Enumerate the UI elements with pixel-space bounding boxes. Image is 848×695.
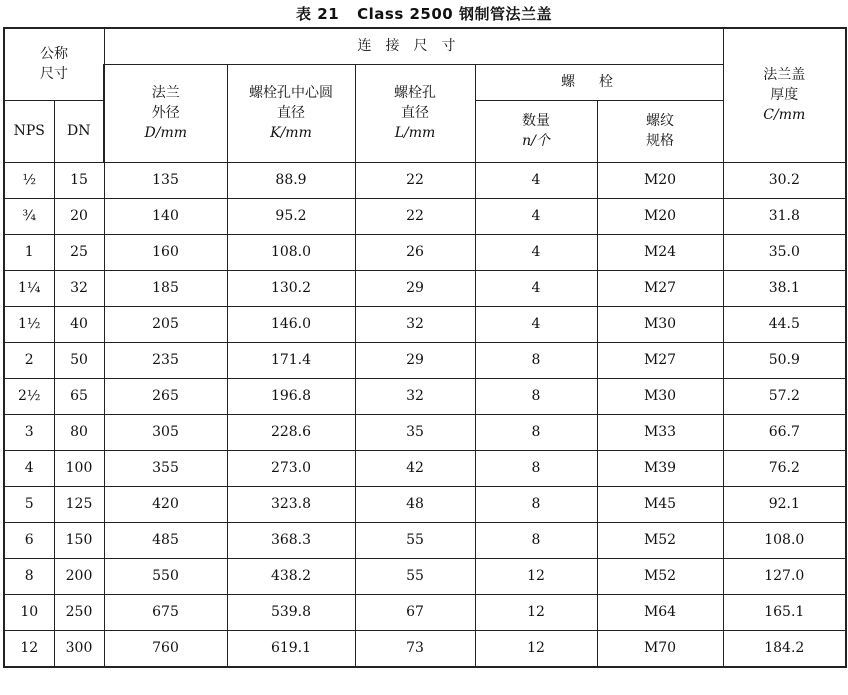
bolt-hole-cell: 32 bbox=[355, 306, 475, 342]
bolt-circle-cell: 438.2 bbox=[227, 558, 355, 594]
bolt-circle-cell: 130.2 bbox=[227, 270, 355, 306]
nps-cell: 3 bbox=[4, 414, 54, 450]
bolt-circle-cell: 88.9 bbox=[227, 162, 355, 198]
bolt-qty-cell: 8 bbox=[475, 486, 597, 522]
table-row bbox=[4, 594, 846, 630]
thread-spec-cell: M20 bbox=[597, 162, 723, 198]
thickness-cell: 35.0 bbox=[723, 234, 846, 270]
bolt-circle-cell: 95.2 bbox=[227, 198, 355, 234]
nps-cell: 6 bbox=[4, 522, 54, 558]
nps-cell: ½ bbox=[4, 162, 54, 198]
flange-od-cell: 205 bbox=[104, 306, 227, 342]
nps-cell: 1 bbox=[4, 234, 54, 270]
bolt-qty-cell: 8 bbox=[475, 378, 597, 414]
bolt-hole-cell: 35 bbox=[355, 414, 475, 450]
flange-od-cell: 675 bbox=[104, 594, 227, 630]
bolt-hole-cell: 22 bbox=[355, 198, 475, 234]
bolt-circle-cell: 539.8 bbox=[227, 594, 355, 630]
table-row bbox=[4, 558, 846, 594]
table-row bbox=[4, 414, 846, 450]
bolt-qty-cell: 8 bbox=[475, 414, 597, 450]
bolt-hole-cell: 73 bbox=[355, 630, 475, 667]
table-number: 表 21 bbox=[296, 5, 340, 23]
nps-cell: 5 bbox=[4, 486, 54, 522]
bolt-hole-cell: 29 bbox=[355, 270, 475, 306]
thickness-cell: 31.8 bbox=[723, 198, 846, 234]
dn-header: DN bbox=[54, 100, 104, 162]
nps-header: NPS bbox=[4, 100, 54, 162]
nps-cell: 1½ bbox=[4, 306, 54, 342]
flange-cover-table bbox=[3, 27, 847, 668]
bolt-circle-header: 螺栓孔中心圆 直径 K/mm bbox=[227, 64, 355, 162]
nps-cell: 4 bbox=[4, 450, 54, 486]
dn-cell: 80 bbox=[54, 414, 104, 450]
bolt-circle-cell: 196.8 bbox=[227, 378, 355, 414]
dn-cell: 32 bbox=[54, 270, 104, 306]
nps-cell: 1¼ bbox=[4, 270, 54, 306]
thread-spec-cell: M45 bbox=[597, 486, 723, 522]
thread-spec-cell: M64 bbox=[597, 594, 723, 630]
bolt-qty-cell: 8 bbox=[475, 450, 597, 486]
flange-od-cell: 420 bbox=[104, 486, 227, 522]
thickness-cell: 92.1 bbox=[723, 486, 846, 522]
table-row bbox=[4, 378, 846, 414]
dn-cell: 25 bbox=[54, 234, 104, 270]
nps-cell: 8 bbox=[4, 558, 54, 594]
bolt-circle-cell: 323.8 bbox=[227, 486, 355, 522]
thread-spec-cell: M27 bbox=[597, 342, 723, 378]
thread-spec-cell: M24 bbox=[597, 234, 723, 270]
dn-cell: 125 bbox=[54, 486, 104, 522]
thickness-cell: 127.0 bbox=[723, 558, 846, 594]
flange-od-cell: 140 bbox=[104, 198, 227, 234]
bolt-hole-cell: 55 bbox=[355, 558, 475, 594]
flange-od-cell: 235 bbox=[104, 342, 227, 378]
flange-od-cell: 265 bbox=[104, 378, 227, 414]
dn-cell: 65 bbox=[54, 378, 104, 414]
thread-spec-cell: M27 bbox=[597, 270, 723, 306]
dn-cell: 200 bbox=[54, 558, 104, 594]
bolt-circle-cell: 228.6 bbox=[227, 414, 355, 450]
bolt-hole-cell: 67 bbox=[355, 594, 475, 630]
bolt-hole-cell: 42 bbox=[355, 450, 475, 486]
dn-cell: 20 bbox=[54, 198, 104, 234]
dn-cell: 150 bbox=[54, 522, 104, 558]
bolt-hole-cell: 55 bbox=[355, 522, 475, 558]
dn-cell: 250 bbox=[54, 594, 104, 630]
table-row bbox=[4, 630, 846, 667]
bolt-circle-cell: 108.0 bbox=[227, 234, 355, 270]
bolt-circle-cell: 619.1 bbox=[227, 630, 355, 667]
table-row bbox=[4, 450, 846, 486]
thread-spec-cell: M33 bbox=[597, 414, 723, 450]
bolt-circle-cell: 368.3 bbox=[227, 522, 355, 558]
thread-spec-cell: M52 bbox=[597, 522, 723, 558]
bolt-qty-cell: 4 bbox=[475, 306, 597, 342]
bolt-qty-cell: 4 bbox=[475, 270, 597, 306]
table-row bbox=[4, 486, 846, 522]
table-row bbox=[4, 342, 846, 378]
bolt-qty-cell: 8 bbox=[475, 522, 597, 558]
thickness-cell: 44.5 bbox=[723, 306, 846, 342]
nps-cell: 2 bbox=[4, 342, 54, 378]
thickness-cell: 30.2 bbox=[723, 162, 846, 198]
dn-cell: 300 bbox=[54, 630, 104, 667]
thread-spec-cell: M30 bbox=[597, 306, 723, 342]
bolt-hole-cell: 29 bbox=[355, 342, 475, 378]
thickness-cell: 76.2 bbox=[723, 450, 846, 486]
connection-dims-header: 连接尺寸 bbox=[104, 28, 723, 64]
dn-cell: 40 bbox=[54, 306, 104, 342]
bolt-qty-cell: 4 bbox=[475, 198, 597, 234]
flange-od-cell: 760 bbox=[104, 630, 227, 667]
dn-cell: 15 bbox=[54, 162, 104, 198]
dn-cell: 100 bbox=[54, 450, 104, 486]
bolt-hole-cell: 48 bbox=[355, 486, 475, 522]
table-row bbox=[4, 162, 846, 198]
thickness-cell: 184.2 bbox=[723, 630, 846, 667]
bolt-qty-cell: 4 bbox=[475, 162, 597, 198]
thread-spec-header: 螺纹 规格 bbox=[597, 100, 723, 162]
bolts-header: 螺栓 bbox=[475, 64, 723, 100]
bolt-qty-cell: 12 bbox=[475, 594, 597, 630]
thread-spec-cell: M30 bbox=[597, 378, 723, 414]
flange-od-cell: 135 bbox=[104, 162, 227, 198]
bolt-hole-cell: 26 bbox=[355, 234, 475, 270]
flange-od-cell: 485 bbox=[104, 522, 227, 558]
nps-cell: ¾ bbox=[4, 198, 54, 234]
flange-od-cell: 305 bbox=[104, 414, 227, 450]
thickness-cell: 108.0 bbox=[723, 522, 846, 558]
nps-cell: 10 bbox=[4, 594, 54, 630]
flange-od-cell: 550 bbox=[104, 558, 227, 594]
thread-spec-cell: M39 bbox=[597, 450, 723, 486]
bolt-qty-cell: 12 bbox=[475, 630, 597, 667]
thickness-header: 法兰盖 厚度 C/mm bbox=[723, 28, 846, 162]
bolt-qty-cell: 12 bbox=[475, 558, 597, 594]
thickness-cell: 57.2 bbox=[723, 378, 846, 414]
bolt-circle-cell: 273.0 bbox=[227, 450, 355, 486]
thread-spec-cell: M70 bbox=[597, 630, 723, 667]
flange-od-header: 法兰 外径 D/mm bbox=[104, 64, 227, 162]
flange-od-cell: 355 bbox=[104, 450, 227, 486]
bolt-hole-cell: 22 bbox=[355, 162, 475, 198]
thickness-cell: 165.1 bbox=[723, 594, 846, 630]
table-row bbox=[4, 270, 846, 306]
thickness-cell: 50.9 bbox=[723, 342, 846, 378]
bolt-hole-cell: 32 bbox=[355, 378, 475, 414]
dn-cell: 50 bbox=[54, 342, 104, 378]
thickness-cell: 66.7 bbox=[723, 414, 846, 450]
flange-od-cell: 160 bbox=[104, 234, 227, 270]
nps-cell: 2½ bbox=[4, 378, 54, 414]
table-row bbox=[4, 198, 846, 234]
bolt-hole-header: 螺栓孔 直径 L/mm bbox=[355, 64, 475, 162]
bolt-qty-cell: 8 bbox=[475, 342, 597, 378]
thread-spec-cell: M52 bbox=[597, 558, 723, 594]
bolt-qty-header: 数量 n/个 bbox=[475, 100, 597, 162]
table-title bbox=[0, 2, 848, 26]
flange-od-cell: 185 bbox=[104, 270, 227, 306]
thickness-cell: 38.1 bbox=[723, 270, 846, 306]
bolt-circle-cell: 171.4 bbox=[227, 342, 355, 378]
thread-spec-cell: M20 bbox=[597, 198, 723, 234]
bolt-qty-cell: 4 bbox=[475, 234, 597, 270]
bolt-circle-cell: 146.0 bbox=[227, 306, 355, 342]
table-row bbox=[4, 306, 846, 342]
nominal-size-header: 公称 尺寸 bbox=[4, 28, 104, 100]
table-row bbox=[4, 522, 846, 558]
nps-cell: 12 bbox=[4, 630, 54, 667]
table-caption: Class 2500 钢制管法兰盖 bbox=[357, 5, 552, 23]
table-row bbox=[4, 234, 846, 270]
